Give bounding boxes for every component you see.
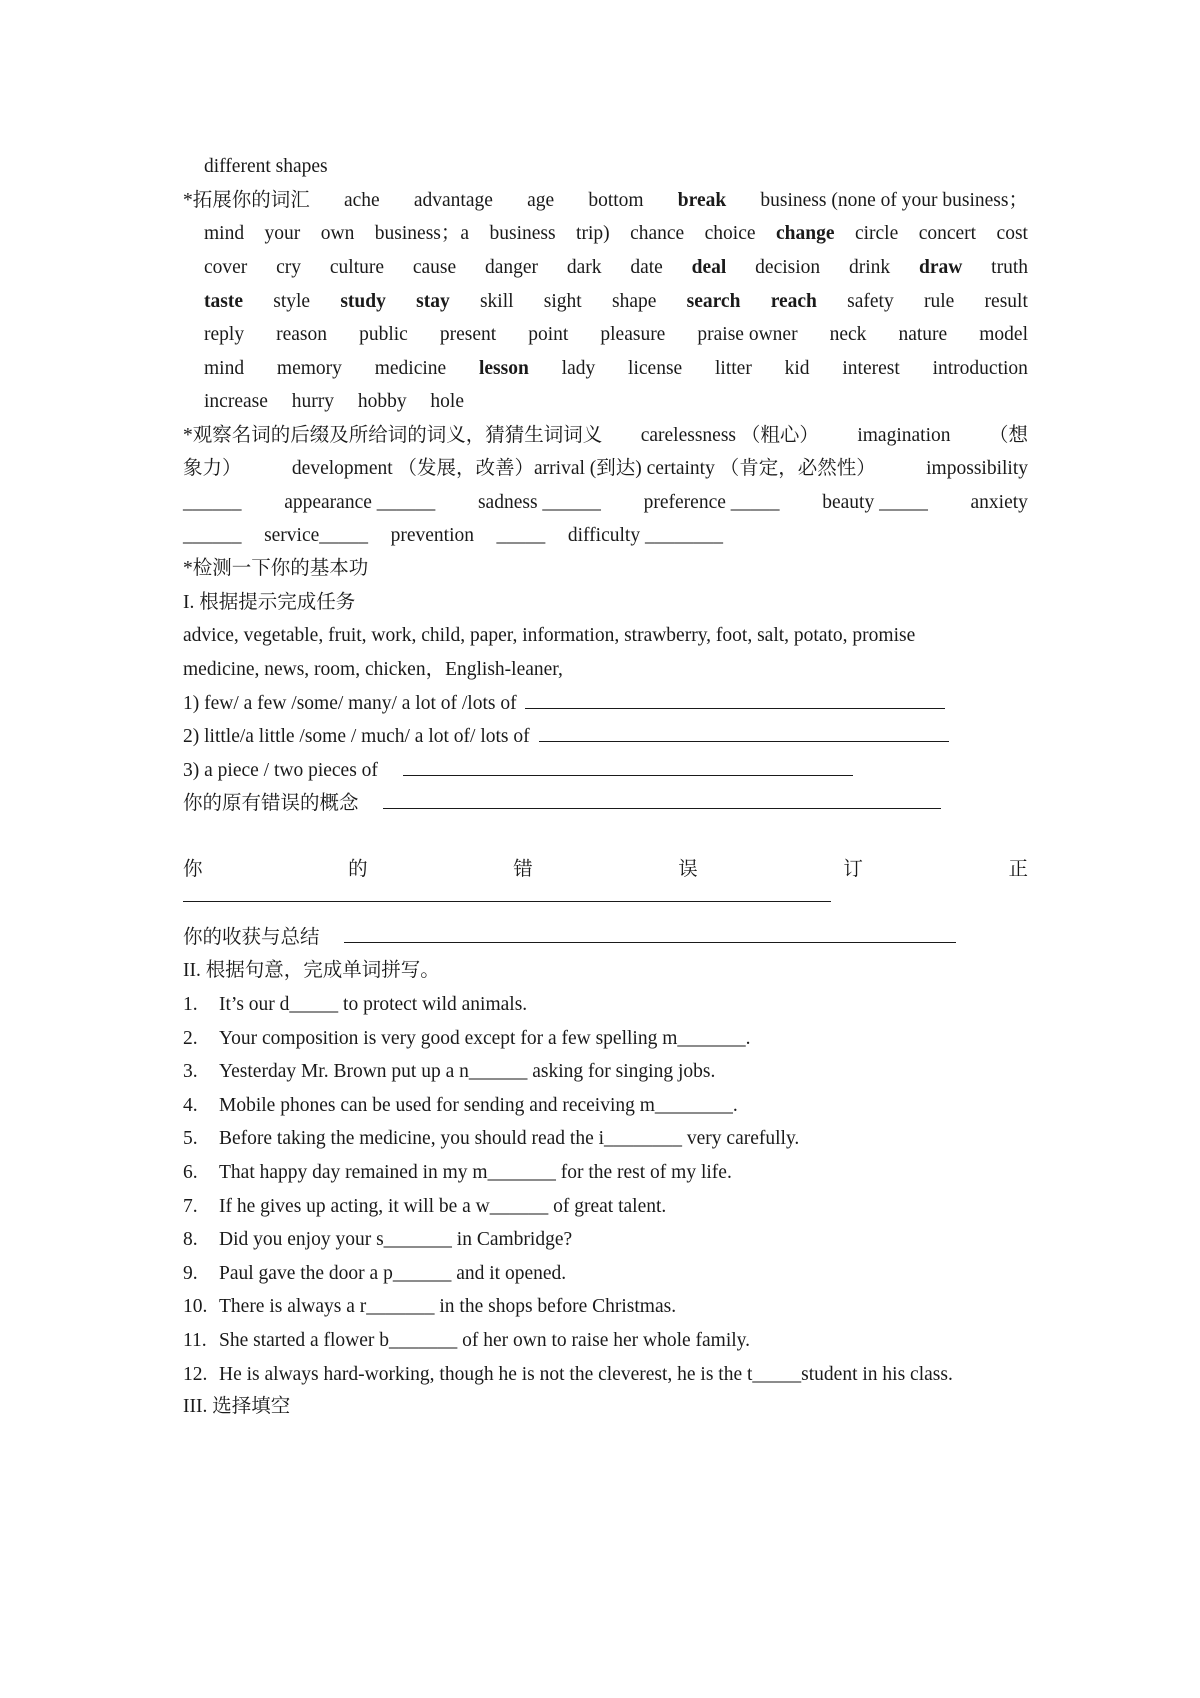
summary-line [183,924,1028,950]
word: preference _____ [643,492,780,513]
word: result [984,291,1028,312]
word: dark [566,257,602,278]
word: danger [484,257,539,278]
word: chance [630,223,685,244]
word: public [359,324,408,345]
word: cry [276,257,302,278]
spelling-question [183,1160,1028,1186]
word: age [527,190,555,211]
word: reason [276,324,328,345]
word: shape [611,291,657,312]
word: *拓展你的词汇 [183,190,310,211]
basics-heading: *检测一下你的基本功 [183,558,369,579]
suffix-row-4 [183,523,723,549]
word: 错 [513,859,533,880]
word-list-1: advice, vegetable, fruit, work, child, paper, information, strawberry, foot, salt, potato, promise [183,625,916,646]
vocab-row-5 [204,322,1028,348]
question-text: Before taking the medicine, you should read the i________ very carefully. [219,1128,800,1150]
word: circle [854,223,899,244]
question-1-text: 1) few/ a few /some/ many/ a lot of /lots of [183,693,517,714]
answer-blank-1[interactable] [525,690,945,709]
word: memory [276,358,342,379]
vocab-row-6 [204,356,1028,382]
word: cover [204,257,248,278]
word: introduction [932,358,1028,379]
spelling-question [183,1261,1028,1287]
word: culture [329,257,385,278]
concept-line [183,790,1028,816]
word: rule [923,291,955,312]
answer-blank-3[interactable] [403,757,853,776]
line-different-shapes: different shapes [204,156,328,177]
word: reply [204,324,245,345]
suffix-row-1 [183,423,1028,449]
word: skill [479,291,514,312]
word: license [628,358,683,379]
vocab-row-1 [183,188,1028,214]
word: imagination [857,425,951,446]
word: interest [842,358,900,379]
word: nature [898,324,948,345]
summary-blank[interactable] [344,924,956,943]
vocab-row-7 [204,389,464,415]
section-2-heading: II. 根据句意，完成单词拼写。 [183,960,440,981]
suffix-row-3 [183,490,1028,516]
word: neck [829,324,867,345]
answer-blank-2[interactable] [539,723,949,742]
question-number: 5. [183,1128,198,1150]
word: break [677,190,727,211]
word-list-2: medicine, news, room, chicken，English-leaner, [183,659,563,680]
word: kid [784,358,810,379]
question-text: She started a flower b_______ of her own to raise her whole family. [219,1330,751,1351]
question-number: 4. [183,1094,198,1116]
word: change [776,223,835,244]
question-number: 8. [183,1229,198,1251]
question-number: 2. [183,1027,198,1049]
word: bottom [588,190,644,211]
word: ______ [183,492,242,513]
word: safety [847,291,894,312]
vocab-row-3 [204,255,1028,281]
word: date [630,257,663,278]
concept-blank[interactable] [383,790,941,809]
word: business [489,223,556,244]
question-number: 7. [183,1195,198,1217]
word: search [686,291,741,312]
word: 的 [348,859,368,880]
question-text: There is always a r_______ in the shops before Christmas. [219,1296,677,1318]
spelling-question [183,992,1028,1018]
question-number: 3. [183,1061,198,1083]
word: hole [430,391,464,412]
word: medicine [374,358,447,379]
word: own [320,223,355,244]
word: pleasure [600,324,666,345]
word: ______ [183,525,242,546]
question-text: It’s our d_____ to protect wild animals. [219,994,528,1015]
word: truth [991,257,1028,278]
word: increase [204,391,268,412]
word: study [340,291,386,312]
word: taste [204,291,243,312]
vocab-row-2 [204,221,1028,247]
word: 象力） [183,458,242,479]
correction-line [183,883,1028,909]
suffix-row-2 [183,456,1028,482]
word: deal [691,257,727,278]
word: style [273,291,311,312]
word: trip) [576,223,610,244]
word: lady [561,358,596,379]
question-number: 9. [183,1262,198,1284]
question-number: 1. [183,994,198,1015]
section-1-heading: I. 根据提示完成任务 [183,592,356,613]
spelling-question [183,1093,1028,1119]
word: hobby [357,391,407,412]
word: lesson [478,358,529,379]
word: model [979,324,1028,345]
word: service_____ [264,525,369,546]
word: impossibility [926,458,1028,479]
word: draw [918,257,963,278]
spelling-question [183,1194,1028,1220]
word: _____ [496,525,546,546]
word: ache [343,190,380,211]
word: appearance ______ [284,492,436,513]
concept-label: 你的原有错误的概念 [183,793,359,814]
question-text: Did you enjoy your s_______ in Cambridge? [219,1229,573,1251]
word: business (none of your business； [760,190,1028,211]
word: your [264,223,301,244]
spelling-question [183,1294,1028,1320]
correction-label [183,857,1028,883]
word: mind [204,223,245,244]
question-2-text: 2) little/a little /some / much/ a lot of/ lots of [183,726,530,747]
question-1 [183,690,1028,716]
word: mind [204,358,245,379]
word: present [439,324,497,345]
word: advantage [413,190,493,211]
word: reach [770,291,817,312]
word: 正 [1008,859,1028,880]
question-text: He is always hard-working, though he is not the cleverest, he is the t_____student in his class. [219,1363,953,1385]
section-3-heading: III. 选择填空 [183,1396,291,1417]
question-2 [183,723,1028,749]
word: choice [704,223,756,244]
word: cause [412,257,457,278]
word: hurry [291,391,334,412]
word: （想 [988,425,1028,446]
word: decision [755,257,821,278]
word: 订 [843,859,863,880]
vocab-row-4 [204,289,1028,315]
question-text: If he gives up acting, it will be a w______ of great talent. [219,1195,667,1217]
word: sight [543,291,582,312]
question-number: 6. [183,1162,198,1183]
word: concert [918,223,977,244]
word: praise owner [697,324,798,345]
word: prevention [390,525,474,546]
word: 误 [678,859,698,880]
spelling-question [183,1026,1028,1052]
question-number: 11. [183,1330,207,1351]
summary-label: 你的收获与总结 [183,927,320,948]
word: drink [848,257,891,278]
word: stay [416,291,450,312]
word: cost [996,223,1028,244]
word: litter [715,358,752,379]
question-3-text: 3) a piece / two pieces of [183,760,378,781]
word: development （发展，改善）arrival (到达) certainty （肯定，必然性） [291,458,876,479]
question-text: Paul gave the door a p______ and it opened. [219,1262,567,1284]
word: anxiety [970,492,1028,513]
question-text: Yesterday Mr. Brown put up a n______ asking for singing jobs. [219,1061,716,1083]
spelling-question [183,1126,1028,1152]
word: sadness ______ [477,492,601,513]
word: business；a [374,223,470,244]
spelling-question [183,1227,1028,1253]
spelling-question [183,1328,1028,1354]
question-text: Your composition is very good except for a few spelling m_______. [219,1027,751,1049]
question-number: 10. [183,1296,208,1318]
question-number: 12. [183,1363,208,1385]
question-text: Mobile phones can be used for sending and receiving m________. [219,1094,738,1116]
word: difficulty ________ [567,525,723,546]
word: 你 [183,859,203,880]
correction-blank[interactable] [183,883,831,902]
word: beauty _____ [822,492,928,513]
question-text: That happy day remained in my m_______ for the rest of my life. [219,1162,732,1183]
question-3 [183,757,1028,783]
word: carelessness （粗心） [640,425,819,446]
spelling-question [183,1362,1028,1388]
spelling-question [183,1059,1028,1085]
word: point [528,324,569,345]
word: *观察名词的后缀及所给词的词义，猜猜生词词义 [183,425,603,446]
